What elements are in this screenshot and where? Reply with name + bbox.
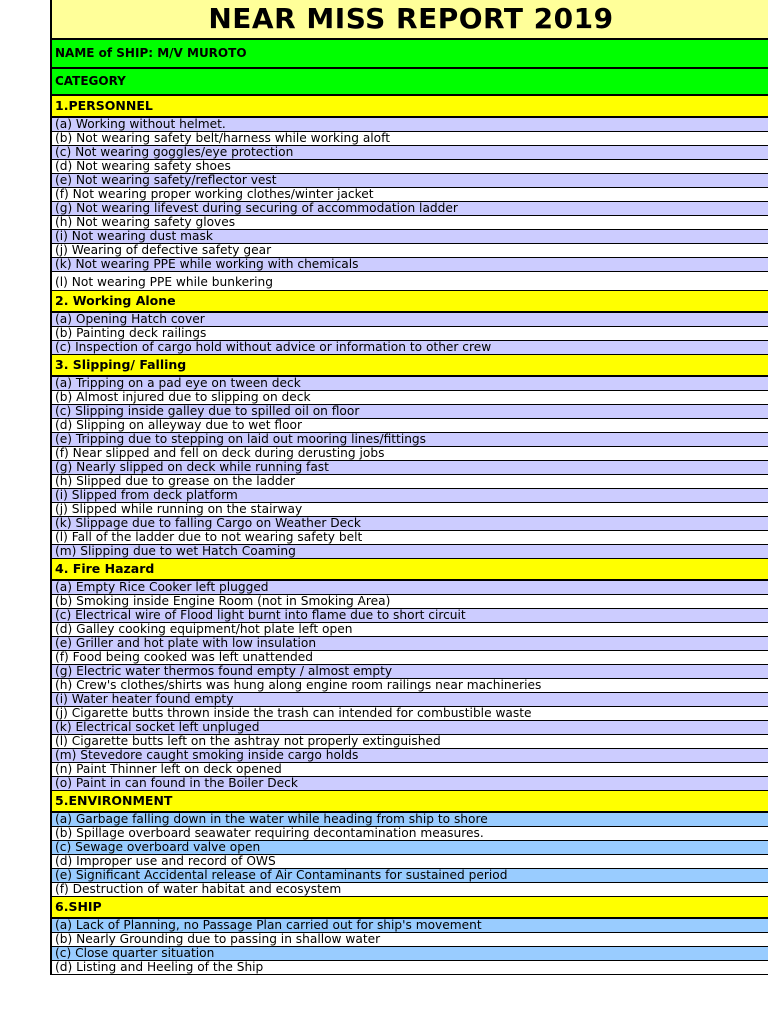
list-item: (a) Opening Hatch cover	[52, 313, 768, 327]
list-item: (b) Almost injured due to slipping on deck	[52, 391, 768, 405]
list-item: (g) Nearly slipped on deck while running fast	[52, 461, 768, 475]
list-item: (h) Not wearing safety gloves	[52, 216, 768, 230]
list-item: (j) Slipped while running on the stairway	[52, 503, 768, 517]
list-item: (k) Slippage due to falling Cargo on Weather Deck	[52, 517, 768, 531]
section-heading: 4. Fire Hazard	[52, 559, 768, 581]
section-heading: 1.PERSONNEL	[52, 96, 768, 118]
list-item: (c) Electrical wire of Flood light burnt into flame due to short circuit	[52, 609, 768, 623]
ship-name: NAME of SHIP: M/V MUROTO	[52, 40, 768, 69]
list-item: (e) Griller and hot plate with low insulation	[52, 637, 768, 651]
section-heading: 2. Working Alone	[52, 291, 768, 313]
list-item: (b) Painting deck railings	[52, 327, 768, 341]
list-item: (j) Wearing of defective safety gear	[52, 244, 768, 258]
report-title: NEAR MISS REPORT 2019	[52, 0, 768, 40]
list-item: (l) Not wearing PPE while bunkering	[52, 272, 768, 291]
list-item: (a) Lack of Planning, no Passage Plan carried out for ship's movement	[52, 919, 768, 933]
section-heading: 3. Slipping/ Falling	[52, 355, 768, 377]
list-item: (a) Empty Rice Cooker left plugged	[52, 581, 768, 595]
list-item: (j) Cigarette butts thrown inside the trash can intended for combustible waste	[52, 707, 768, 721]
list-item: (e) Significant Accidental release of Air Contaminants for sustained period	[52, 869, 768, 883]
list-item: (e) Not wearing safety/reflector vest	[52, 174, 768, 188]
list-item: (b) Smoking inside Engine Room (not in Smoking Area)	[52, 595, 768, 609]
list-item: (d) Improper use and record of OWS	[52, 855, 768, 869]
list-item: (c) Slipping inside galley due to spilled oil on floor	[52, 405, 768, 419]
list-item: (d) Galley cooking equipment/hot plate left open	[52, 623, 768, 637]
list-item: (d) Listing and Heeling of the Ship	[52, 961, 768, 975]
list-item: (h) Slipped due to grease on the ladder	[52, 475, 768, 489]
list-item: (f) Destruction of water habitat and ecosystem	[52, 883, 768, 897]
list-item: (f) Not wearing proper working clothes/winter jacket	[52, 188, 768, 202]
list-item: (f) Food being cooked was left unattended	[52, 651, 768, 665]
list-item: (m) Slipping due to wet Hatch Coaming	[52, 545, 768, 559]
list-item: (i) Water heater found empty	[52, 693, 768, 707]
list-item: (l) Cigarette butts left on the ashtray not properly extinguished	[52, 735, 768, 749]
section-heading: 6.SHIP	[52, 897, 768, 919]
list-item: (b) Nearly Grounding due to passing in shallow water	[52, 933, 768, 947]
list-item: (b) Not wearing safety belt/harness while working aloft	[52, 132, 768, 146]
list-item: (a) Garbage falling down in the water while heading from ship to shore	[52, 813, 768, 827]
list-item: (k) Electrical socket left unpluged	[52, 721, 768, 735]
list-item: (l) Fall of the ladder due to not wearing safety belt	[52, 531, 768, 545]
list-item: (b) Spillage overboard seawater requiring decontamination measures.	[52, 827, 768, 841]
list-item: (c) Close quarter situation	[52, 947, 768, 961]
list-item: (h) Crew's clothes/shirts was hung along engine room railings near machineries	[52, 679, 768, 693]
list-item: (c) Sewage overboard valve open	[52, 841, 768, 855]
list-item: (m) Stevedore caught smoking inside cargo holds	[52, 749, 768, 763]
list-item: (g) Electric water thermos found empty / almost empty	[52, 665, 768, 679]
list-item: (c) Inspection of cargo hold without advice or information to other crew	[52, 341, 768, 355]
list-item: (o) Paint in can found in the Boiler Deck	[52, 777, 768, 791]
list-item: (d) Not wearing safety shoes	[52, 160, 768, 174]
category-header: CATEGORY	[52, 69, 768, 96]
list-item: (g) Not wearing lifevest during securing of accommodation ladder	[52, 202, 768, 216]
list-item: (n) Paint Thinner left on deck opened	[52, 763, 768, 777]
list-item: (f) Near slipped and fell on deck during derusting jobs	[52, 447, 768, 461]
near-miss-report-sheet	[50, 0, 768, 975]
section-heading: 5.ENVIRONMENT	[52, 791, 768, 813]
list-item: (d) Slipping on alleyway due to wet floor	[52, 419, 768, 433]
report-sections	[52, 96, 768, 975]
list-item: (a) Tripping on a pad eye on tween deck	[52, 377, 768, 391]
list-item: (a) Working without helmet.	[52, 118, 768, 132]
list-item: (i) Slipped from deck platform	[52, 489, 768, 503]
list-item: (e) Tripping due to stepping on laid out mooring lines/fittings	[52, 433, 768, 447]
list-item: (k) Not wearing PPE while working with chemicals	[52, 258, 768, 272]
list-item: (i) Not wearing dust mask	[52, 230, 768, 244]
list-item: (c) Not wearing goggles/eye protection	[52, 146, 768, 160]
